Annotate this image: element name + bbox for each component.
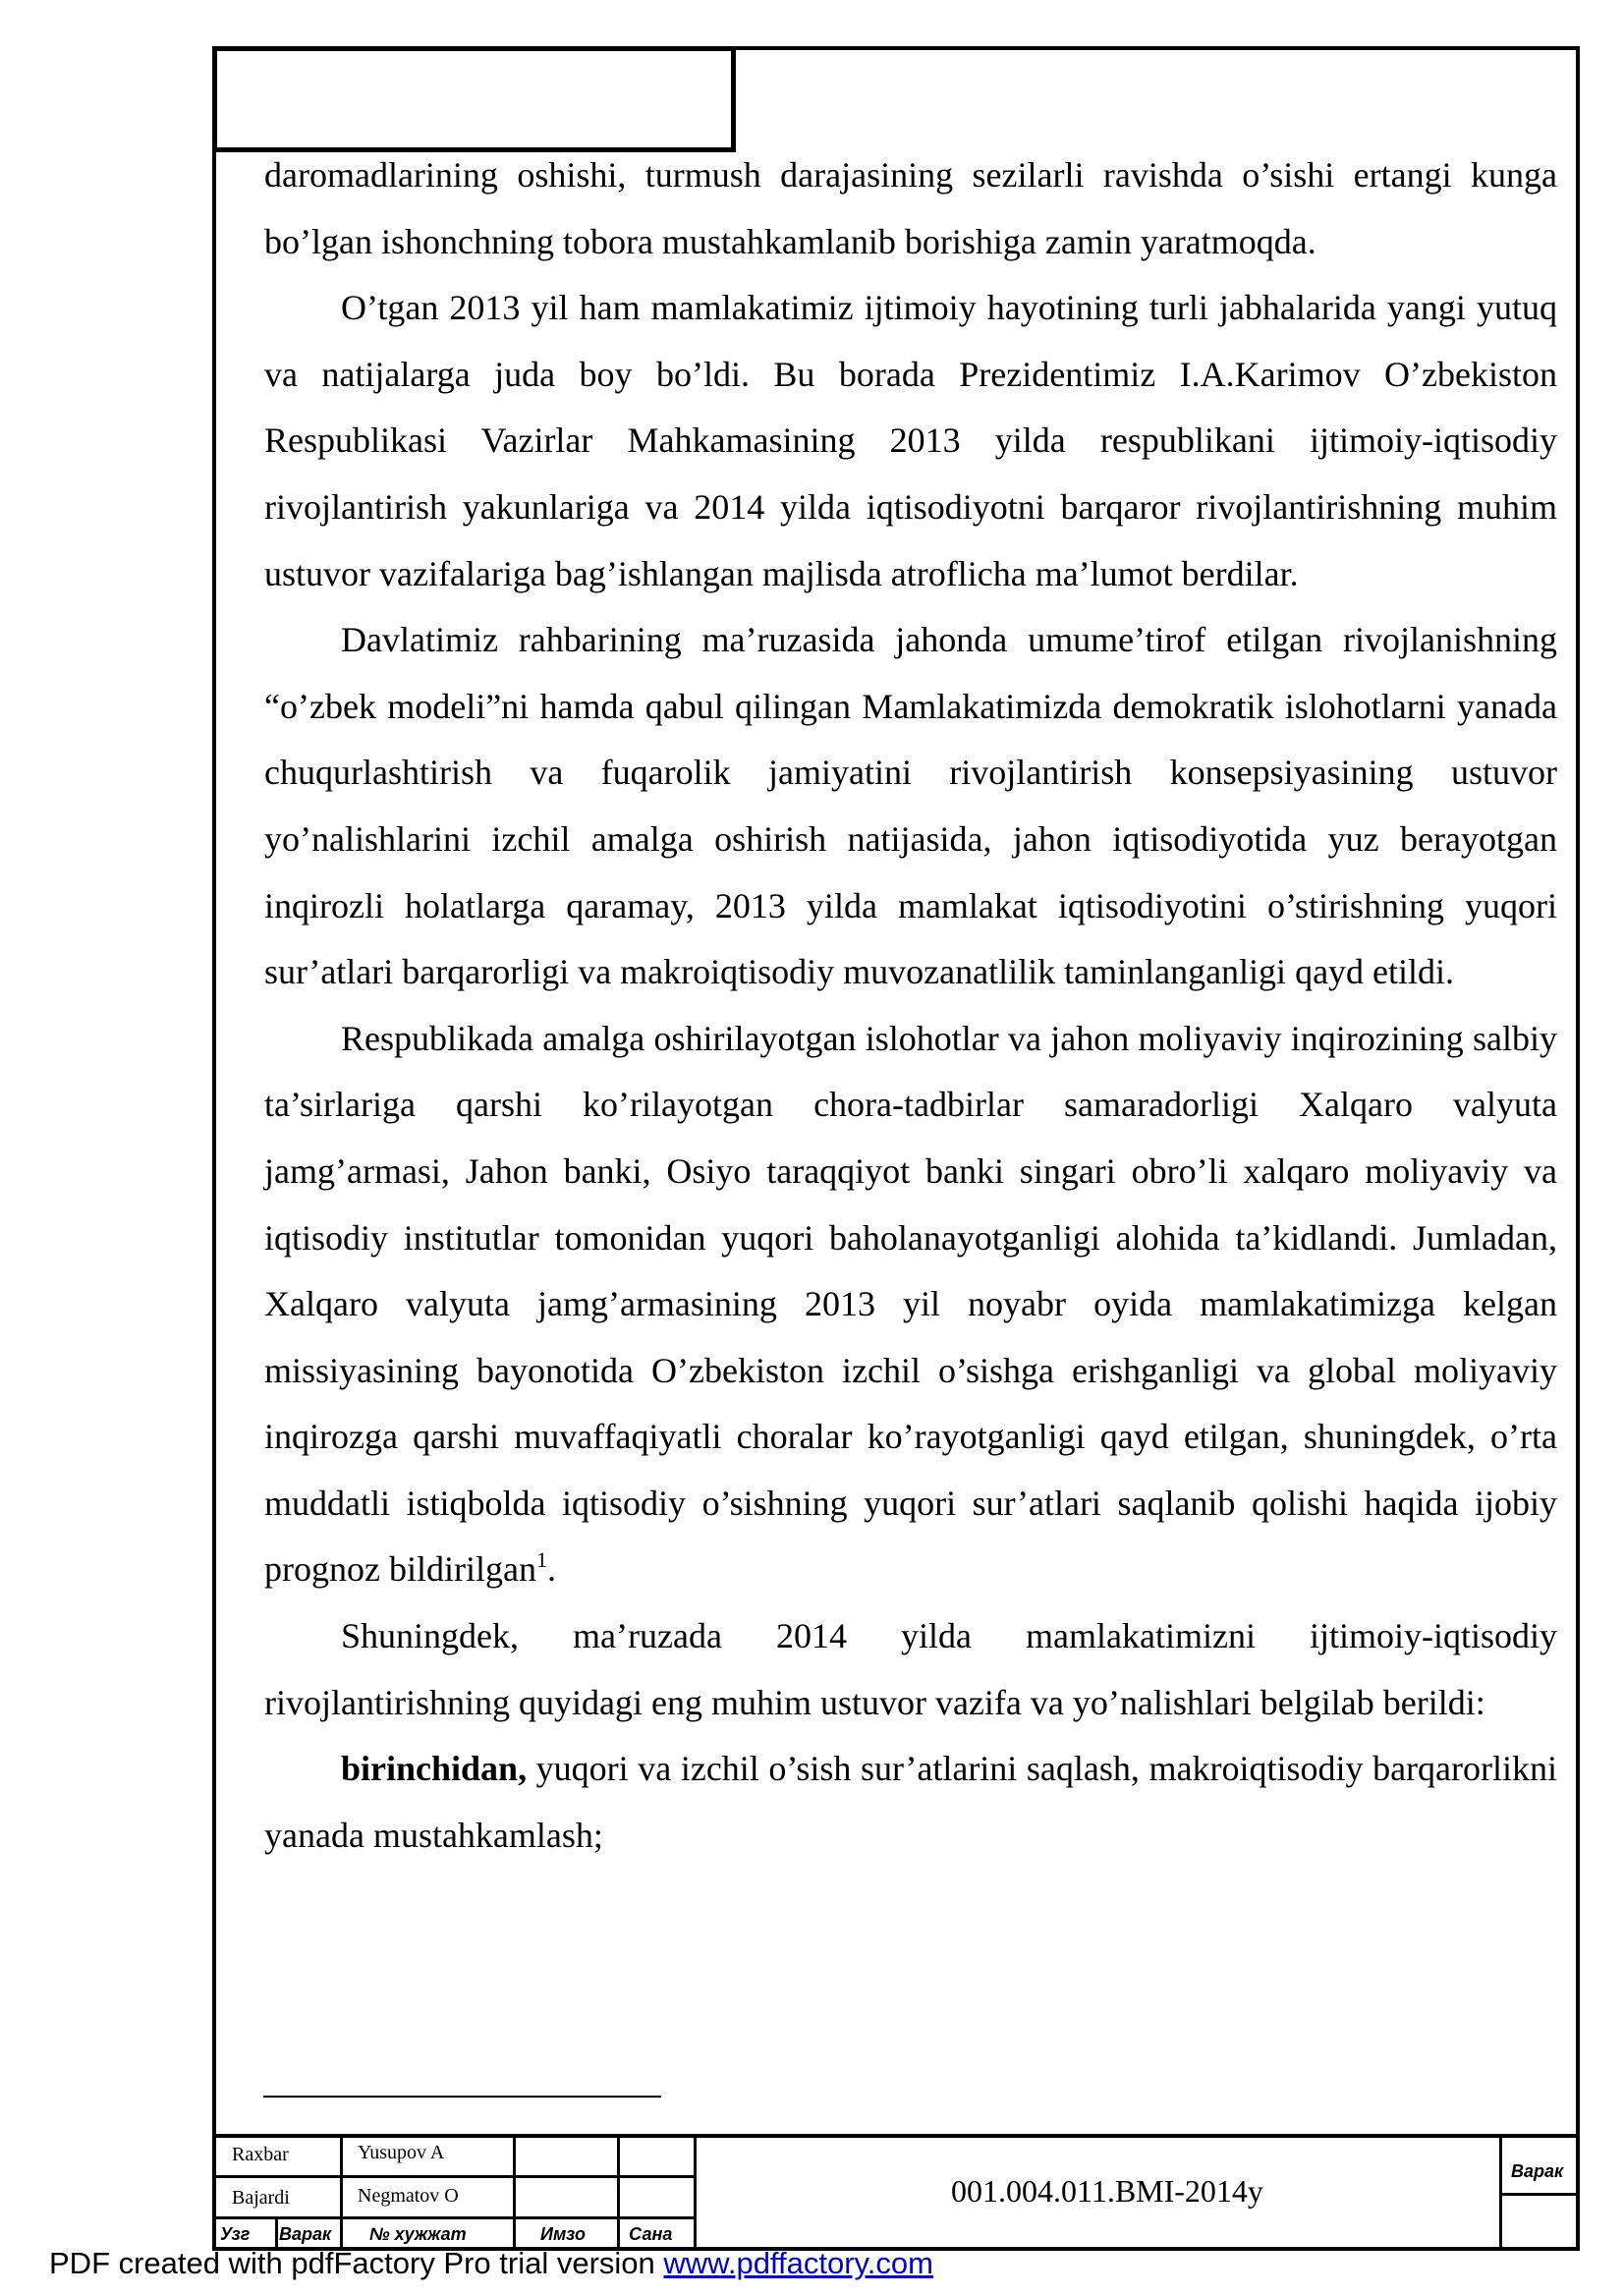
document-code: 001.004.011.BMI-2014y — [951, 2173, 1263, 2209]
paragraph-3: Davlatimiz rahbarining ma’ruzasida jahonda umume’tirof etilgan rivojlanishning “o’zbek modeli”ni hamda qabul qilingan Mamlakatimizda demokratik islohotlarni yanada chuqurlashtirish va fuqarolik jamiyatini rivojlantirish konsepsiyasining ustuvor yo’nalishlarini izchil amalga oshirish natijasida, jahon iqtisodiyotida yuz berayotgan inqirozli holatlarga qaramay, 2013 yilda mamlakat iqtisodiyotini o’stirishning yuqori sur’atlari barqarorligi va makroiqtisodiy muvozanatlilik taminlanganligi qayd etildi. — [264, 620, 1557, 992]
performer-name: Negmatov O — [358, 2185, 459, 2207]
footnote-separator — [263, 2096, 661, 2098]
col-varak: Варак — [279, 2224, 332, 2244]
sheet-label: Варак — [1511, 2161, 1564, 2181]
paragraph-1: daromadlarining oshishi, turmush darajasining sezilarli ravishda o’sishi ertangi kunga bo’lgan ishonchning tobora mustahkamlanib borishiga zamin yaratmoqda. — [264, 155, 1557, 261]
col-date: Сана — [629, 2224, 673, 2244]
col-uzg: Узг — [220, 2224, 251, 2244]
watermark-link[interactable]: www.pdffactory.com — [663, 2246, 933, 2280]
performer-label: Bajardi — [232, 2187, 290, 2209]
col-signature: Имзо — [540, 2224, 586, 2244]
paragraph-4-tail: . — [546, 1549, 556, 1590]
bold-lead: birinchidan, — [341, 1749, 528, 1789]
leader-label: Raxbar — [232, 2144, 289, 2165]
pdf-watermark — [49, 2246, 933, 2281]
leader-name: Yusupov A — [358, 2142, 445, 2163]
paragraph-4-text: Respublikada amalga oshirilayotgan islohotlar va jahon moliyaviy inqirozining salbiy ta’sirlariga qarshi ko’rilayotgan chora-tadbirlar samaradorligi Xalqaro valyuta jamg’armasi, Jahon banki, Osiyo taraqqiyot banki singari obro’li xalqaro moliyaviy va iqtisodiy institutlar tomonidan yuqori baholanayotganligi alohida ta’kidlandi. Jumladan, Xalqaro valyuta jamg’armasining 2013 yil noyabr oyida mamlakatimizga kelgan missiyasining bayonotida O’zbekiston izchil o’sishga erishganligi va global moliyaviy inqirozga qarshi muvaffaqiyatli choralar ko’rayotganligi qayd etilgan, shuningdek, o’rta muddatli istiqbolda iqtisodiy o’sishning yuqori sur’atlari saqlanib qolishi haqida ijobiy prognoz bildirilgan — [264, 1018, 1557, 1590]
paragraph-4 — [264, 1006, 1557, 1603]
paragraph-2: O’tgan 2013 yil ham mamlakatimiz ijtimoiy hayotining turli jabhalarida yangi yutuq va natijalarga juda boy bo’ldi. Bu borada Prezidentimiz I.A.Karimov O’zbekiston Respublikasi Vazirlar Mahkamasining 2013 yilda respublikani ijtimoiy-iqtisodiy rivojlantirish yakunlariga va 2014 yilda iqtisodiyotni barqaror rivojlantirishning muhim ustuvor vazifalariga bag’ishlangan majlisda atroflicha ma’lumot berdilar. — [264, 288, 1557, 593]
document-body — [264, 142, 1557, 1869]
watermark-text: PDF created with pdfFactory Pro trial version — [49, 2246, 664, 2280]
col-doc-number: № хужжат — [369, 2224, 467, 2244]
paragraph-6-text: yuqori va izchil o’sish sur’atlarini saqlash, makroiqtisodiy barqarorlikni yanada mustahkamlash; — [264, 1749, 1557, 1855]
paragraph-6 — [264, 1736, 1557, 1869]
corner-stamp-box — [212, 46, 736, 152]
footnote-mark: 1 — [535, 1547, 547, 1573]
title-block — [212, 2134, 1580, 2251]
paragraph-5: Shuningdek, ma’ruzada 2014 yilda mamlakatimizni ijtimoiy-iqtisodiy rivojlantirishning quyidagi eng muhim ustuvor vazifa va yo’nalishlari belgilab berildi: — [264, 1616, 1557, 1722]
